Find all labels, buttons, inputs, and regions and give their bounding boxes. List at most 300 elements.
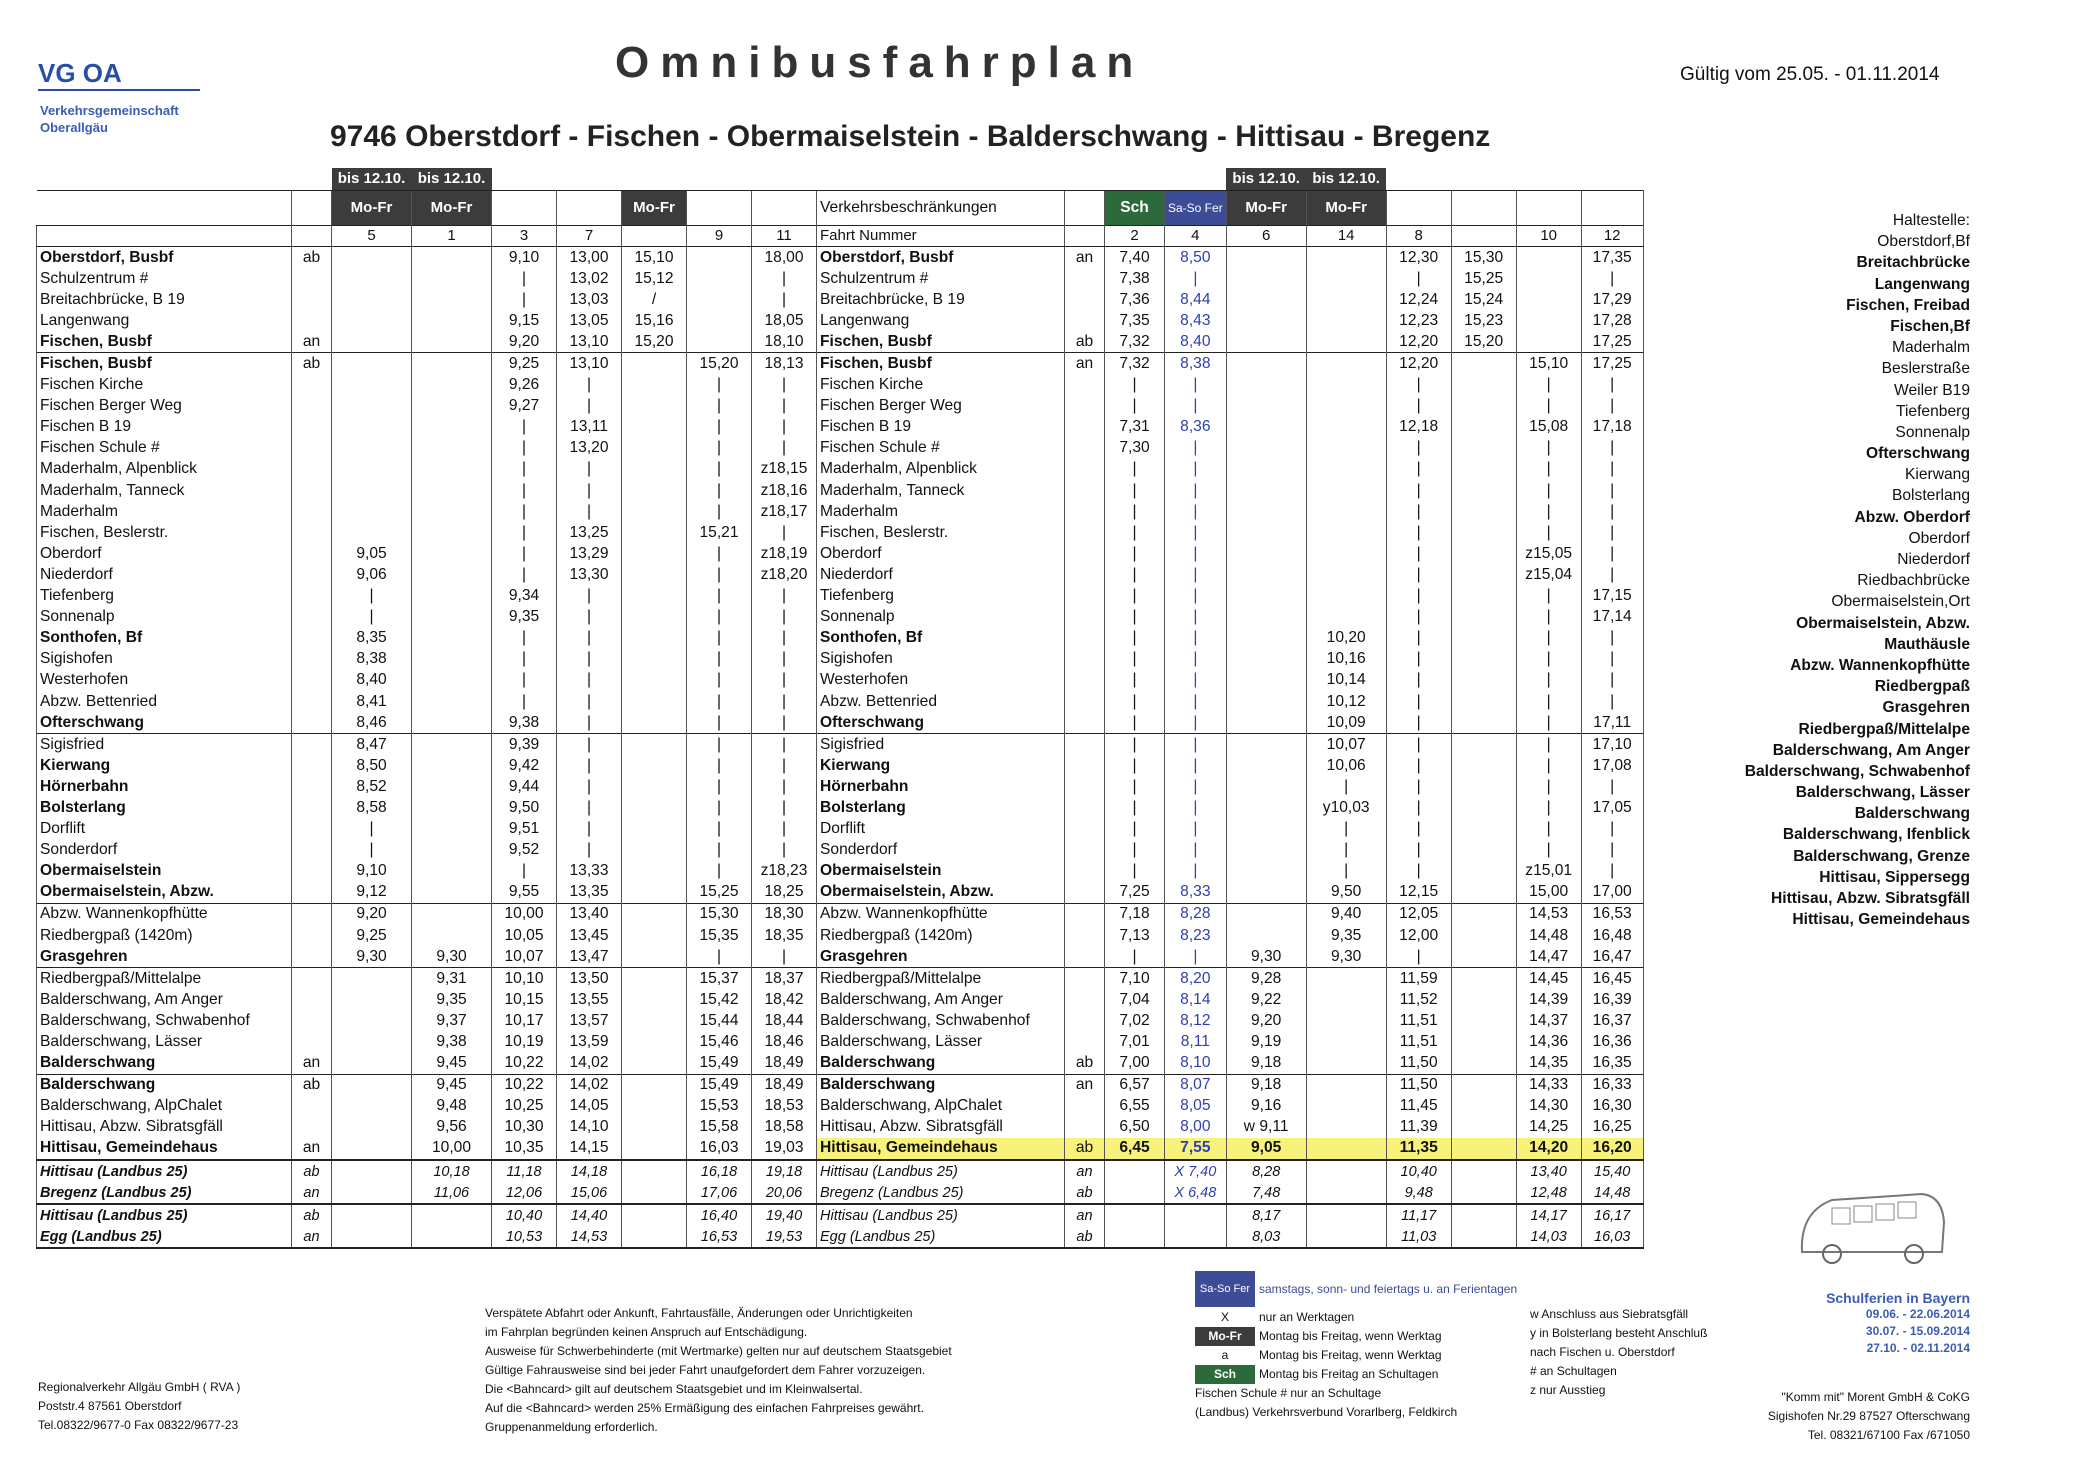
time-cell: | [1105,586,1165,607]
time-cell [622,882,687,904]
arrival-departure [292,1096,332,1117]
time-cell: 8,36 [1165,417,1227,438]
stop-list-item: Balderschwang, Am Anger [1772,741,1970,759]
time-cell: 8,40 [1165,331,1227,353]
time-cell [1306,501,1386,522]
arrival-departure [1065,1031,1105,1052]
time-cell: 16,45 [1581,968,1643,990]
arrival-departure: an [1065,1074,1105,1096]
time-cell: | [1105,776,1165,797]
table-row [37,1031,1644,1052]
time-cell: 11,51 [1386,1010,1451,1031]
col-bis-label: bis 12.10. [1306,168,1386,191]
arrival-departure [292,691,332,712]
stop-name: Fischen B 19 [37,417,292,438]
time-cell [332,438,412,459]
footer-note: Auf die <Bahncard> werden 25% Ermäßigung des einfachen Fahrpreises gewährt. [485,1401,924,1415]
time-cell: 11,45 [1386,1096,1451,1117]
time-cell: 14,30 [1516,1096,1581,1117]
time-cell [412,903,492,925]
arrival-departure [1065,776,1105,797]
stop-list-item: Beslerstraße [1881,360,1970,378]
time-cell: 14,53 [557,1226,622,1248]
time-cell: | [557,712,622,734]
time-cell: 9,30 [1226,946,1306,968]
trip-number: 10 [1516,226,1581,247]
time-cell [332,1160,412,1182]
stop-name: Maderhalm, Alpenblick [37,459,292,480]
time-cell [1306,1010,1386,1031]
time-cell: 15,06 [557,1182,622,1204]
arrival-departure [292,628,332,649]
stop-list-item: Abzw. Wannenkopfhütte [1790,656,1970,674]
arrival-departure [1065,1010,1105,1031]
time-cell: | [752,670,817,691]
time-cell: | [1105,734,1165,756]
legend-note: # an Schultagen [1530,1364,1617,1378]
time-cell: | [1581,819,1643,840]
time-cell [1306,1204,1386,1226]
stop-name: Hittisau (Landbus 25) [37,1204,292,1226]
time-cell [332,1031,412,1052]
arrival-departure: ab [292,353,332,375]
table-row [37,968,1644,990]
time-cell [622,1053,687,1075]
time-cell [1165,1226,1227,1248]
legend-row [1195,1308,1525,1327]
time-cell [412,543,492,564]
arrival-departure [1065,755,1105,776]
arrival-departure: ab [1065,331,1105,353]
time-cell: 15,35 [687,925,752,946]
time-cell: | [1516,776,1581,797]
time-cell: 15,10 [622,247,687,269]
time-cell: 16,17 [1581,1204,1643,1226]
time-cell: 12,20 [1386,353,1451,375]
time-cell: | [1105,649,1165,670]
arrival-departure [292,989,332,1010]
time-cell [1306,543,1386,564]
arrival-departure [1065,691,1105,712]
time-cell: 10,10 [492,968,557,990]
stop-name: Sigishofen [817,649,1065,670]
time-cell: 18,53 [752,1096,817,1117]
arrival-departure [292,522,332,543]
time-cell [1451,353,1516,375]
stop-list-item: Kierwang [1904,466,1970,484]
time-cell [332,1138,412,1160]
time-cell: | [1581,776,1643,797]
time-cell [1451,882,1516,904]
time-cell: | [1581,268,1643,289]
legend [1195,1270,1525,1422]
time-cell: | [1165,755,1227,776]
time-cell: | [1386,543,1451,564]
time-cell [1451,628,1516,649]
stop-name: Sonnenalp [817,607,1065,628]
time-cell: 7,55 [1165,1138,1227,1160]
arrival-departure: an [292,1138,332,1160]
time-cell [622,712,687,734]
arrival-departure [292,501,332,522]
time-cell: 10,40 [492,1204,557,1226]
col-mofr-label: Mo-Fr [1226,191,1306,226]
time-cell: | [1386,776,1451,797]
time-cell: | [557,607,622,628]
arrival-departure [1065,670,1105,691]
time-cell: 15,00 [1516,882,1581,904]
header-row-trip-numbers [37,226,1644,247]
time-cell: | [492,268,557,289]
time-cell [332,1010,412,1031]
time-cell: | [1386,438,1451,459]
time-cell [687,331,752,353]
stop-name: Balderschwang [37,1074,292,1096]
stop-name: Oberstdorf, Busbf [817,247,1065,269]
time-cell: 7,36 [1105,289,1165,310]
time-cell: | [1165,375,1227,396]
time-cell [622,564,687,585]
time-cell: 15,12 [622,268,687,289]
trip-number [622,226,687,247]
table-row [37,480,1644,501]
time-cell [1105,1182,1165,1204]
arrival-departure [1065,882,1105,904]
stop-name: Maderhalm, Tanneck [817,480,1065,501]
time-cell: 7,04 [1105,989,1165,1010]
arrival-departure [292,712,332,734]
time-cell: 10,06 [1306,755,1386,776]
time-cell: | [1105,459,1165,480]
stop-name: Sigisfried [37,734,292,756]
time-cell: z18,15 [752,459,817,480]
time-cell: 8,28 [1226,1160,1306,1182]
time-cell: | [1386,375,1451,396]
time-cell: | [492,649,557,670]
time-cell: | [687,480,752,501]
time-cell: 10,12 [1306,691,1386,712]
legend-row [1195,1270,1525,1308]
time-cell: 18,42 [752,989,817,1010]
stop-list-item: Hittisau, Sippersegg [1819,868,1970,886]
time-cell: | [1386,607,1451,628]
time-cell [332,417,412,438]
time-cell: 12,48 [1516,1182,1581,1204]
time-cell: | [557,691,622,712]
time-cell [1451,691,1516,712]
time-cell: 13,05 [557,310,622,331]
arrival-departure: ab [1065,1053,1105,1075]
time-cell: 16,36 [1581,1031,1643,1052]
time-cell: 10,00 [492,903,557,925]
time-cell: 14,37 [1516,1010,1581,1031]
trip-number: 4 [1165,226,1227,247]
legend-extra: Fischen Schule # nur an Schultage [1195,1386,1382,1400]
arrival-departure [292,438,332,459]
arrival-departure [1065,396,1105,417]
time-cell: 8,38 [1165,353,1227,375]
time-cell: 18,05 [752,310,817,331]
time-cell [412,819,492,840]
table-row [37,819,1644,840]
time-cell: 17,15 [1581,586,1643,607]
table-row [37,755,1644,776]
col-saso-label: Sa-So Fer [1165,191,1227,226]
stop-list-item: Riedbachbrücke [1857,572,1970,590]
table-row [37,247,1644,269]
legend-row [1195,1346,1525,1365]
time-cell [622,903,687,925]
time-cell: 9,28 [1226,968,1306,990]
time-cell: 10,07 [492,946,557,968]
stop-name: Hörnerbahn [37,776,292,797]
col-mofr-label: Mo-Fr [332,191,412,226]
trip-number: 6 [1226,226,1306,247]
time-cell: 11,50 [1386,1053,1451,1075]
stop-list-item: Fischen, Freibad [1846,296,1970,314]
time-cell: | [687,375,752,396]
company-info [38,1378,358,1435]
arrival-departure: an [292,1053,332,1075]
stop-name: Bregenz (Landbus 25) [817,1182,1065,1204]
time-cell [1451,755,1516,776]
time-cell: | [1581,691,1643,712]
time-cell [1306,1182,1386,1204]
stop-name: Obermaiselstein, Abzw. [817,882,1065,904]
time-cell: | [1105,522,1165,543]
time-cell: 9,35 [1306,925,1386,946]
time-cell [412,501,492,522]
time-cell: 10,53 [492,1226,557,1248]
time-cell: z18,16 [752,480,817,501]
stop-name: Fischen, Busbf [37,353,292,375]
stop-name: Fischen Schule # [817,438,1065,459]
time-cell: 15,58 [687,1117,752,1138]
time-cell: 12,06 [492,1182,557,1204]
time-cell: | [332,607,412,628]
table-row [37,586,1644,607]
company-line: Tel.08322/9677-0 Fax 08322/9677-23 [38,1418,239,1432]
time-cell: | [687,734,752,756]
time-cell: 14,47 [1516,946,1581,968]
time-cell: | [687,819,752,840]
footer-note: Ausweise für Schwerbehinderte (mit Wertmarke) gelten nur auf deutschem Staatsgebiet [485,1344,952,1358]
time-cell: | [332,586,412,607]
time-cell: 13,11 [557,417,622,438]
time-cell: 15,46 [687,1031,752,1052]
time-cell: | [687,417,752,438]
time-cell [622,417,687,438]
time-cell: 18,37 [752,968,817,990]
arrival-departure [292,925,332,946]
trip-number-label: Fahrt Nummer [817,226,1065,247]
stop-list-item: Balderschwang, Ifenblick [1782,826,1970,844]
time-cell: 14,10 [557,1117,622,1138]
col-bis-label: bis 12.10. [412,168,492,191]
time-cell: | [1306,840,1386,861]
stop-name: Fischen, Busbf [817,331,1065,353]
time-cell: | [1386,396,1451,417]
time-cell: | [1105,712,1165,734]
time-cell: 17,08 [1581,755,1643,776]
time-cell: | [1105,607,1165,628]
time-cell [1451,734,1516,756]
time-cell: | [687,670,752,691]
time-cell: 10,19 [492,1031,557,1052]
time-cell [412,797,492,818]
arrival-departure [1065,946,1105,968]
time-cell [412,691,492,712]
time-cell [622,375,687,396]
time-cell: | [687,438,752,459]
arrival-departure [292,268,332,289]
time-cell [1306,1138,1386,1160]
stop-list-item: Riedbergpaß [1874,678,1970,696]
time-cell: | [687,840,752,861]
time-cell: | [687,712,752,734]
time-cell [622,968,687,990]
arrival-departure [1065,543,1105,564]
time-cell: 8,38 [332,649,412,670]
time-cell [1306,247,1386,269]
stop-name: Fischen, Busbf [817,353,1065,375]
table-row [37,734,1644,756]
trip-number: 7 [557,226,622,247]
time-cell: | [1386,861,1451,882]
time-cell [1306,607,1386,628]
time-cell: 10,22 [492,1053,557,1075]
legend-key: Mo-Fr [1195,1327,1255,1346]
arrival-departure: ab [1065,1138,1105,1160]
time-cell [1226,543,1306,564]
time-cell: 10,30 [492,1117,557,1138]
stop-name: Riedbergpaß/Mittelalpe [817,968,1065,990]
time-cell [412,861,492,882]
table-row [37,396,1644,417]
stop-name: Schulzentrum # [817,268,1065,289]
time-cell: | [1581,543,1643,564]
time-cell [332,396,412,417]
time-cell: 8,11 [1165,1031,1227,1052]
time-cell: 12,24 [1386,289,1451,310]
time-cell: 9,56 [412,1117,492,1138]
time-cell [1226,353,1306,375]
time-cell: 10,05 [492,925,557,946]
time-cell: 19,40 [752,1204,817,1226]
legend-key: Sa-So Fer [1195,1271,1255,1307]
col-sch-label: Sch [1105,191,1165,226]
time-cell: 9,26 [492,375,557,396]
stop-name: Sigisfried [817,734,1065,756]
time-cell [412,670,492,691]
stop-name: Bolsterlang [817,797,1065,818]
time-cell [1226,861,1306,882]
time-cell [622,1138,687,1160]
stop-name: Sonderdorf [37,840,292,861]
time-cell [1226,903,1306,925]
time-cell: 9,05 [332,543,412,564]
stop-name: Fischen, Beslerstr. [817,522,1065,543]
time-cell [412,396,492,417]
time-cell: 7,31 [1105,417,1165,438]
time-cell: | [1386,734,1451,756]
time-cell: 8,44 [1165,289,1227,310]
time-cell: | [1165,586,1227,607]
table-row [37,564,1644,585]
time-cell: 14,48 [1581,1182,1643,1204]
time-cell [1306,353,1386,375]
stop-list-item: Oberstdorf,Bf [1877,233,1970,251]
time-cell: | [492,417,557,438]
time-cell: z15,01 [1516,861,1581,882]
time-cell [1451,375,1516,396]
footer-note: Gültige Fahrausweise sind bei jeder Fahrt unaufgefordert dem Fahrer vorzuzeigen. [485,1363,926,1377]
time-cell: 8,58 [332,797,412,818]
time-cell: 7,10 [1105,968,1165,990]
stop-name: Riedbergpaß (1420m) [817,925,1065,946]
time-cell: 15,37 [687,968,752,990]
stop-list-item: Langenwang [1874,275,1970,293]
time-cell: | [752,649,817,670]
time-cell [622,396,687,417]
arrival-departure [292,586,332,607]
stop-name: Grasgehren [817,946,1065,968]
stop-name: Tiefenberg [37,586,292,607]
stop-name: Hittisau, Abzw. Sibratsgfäll [817,1117,1065,1138]
time-cell [1516,268,1581,289]
time-cell [622,755,687,776]
stop-name: Tiefenberg [817,586,1065,607]
time-cell: | [557,819,622,840]
time-cell [332,480,412,501]
time-cell: z15,04 [1516,564,1581,585]
stop-name: Sonderdorf [817,840,1065,861]
arrival-departure [292,480,332,501]
time-cell [1451,797,1516,818]
time-cell: | [492,459,557,480]
stop-name: Hittisau, Gemeindehaus [817,1138,1065,1160]
time-cell: | [557,501,622,522]
time-cell: 14,20 [1516,1138,1581,1160]
time-cell: | [1165,501,1227,522]
col-mofr-label: Mo-Fr [412,191,492,226]
time-cell: 8,47 [332,734,412,756]
table-row [37,925,1644,946]
page-title: Omnibusfahrplan [615,38,1145,87]
time-cell: 15,44 [687,1010,752,1031]
time-cell [1226,331,1306,353]
stop-name: Schulzentrum # [37,268,292,289]
time-cell: | [752,712,817,734]
arrival-departure [1065,840,1105,861]
time-cell [1306,522,1386,543]
time-cell [1451,438,1516,459]
stop-name: Maderhalm [37,501,292,522]
time-cell [622,1182,687,1204]
time-cell [1105,1160,1165,1182]
arrival-departure [1065,968,1105,990]
time-cell: 9,34 [492,586,557,607]
time-cell: 7,40 [1105,247,1165,269]
time-cell [332,289,412,310]
time-cell [622,1010,687,1031]
table-row [37,331,1644,353]
time-cell: 10,00 [412,1138,492,1160]
time-cell: 17,10 [1581,734,1643,756]
time-cell: 15,30 [1451,247,1516,269]
time-cell: | [1581,628,1643,649]
time-cell: 9,50 [492,797,557,818]
